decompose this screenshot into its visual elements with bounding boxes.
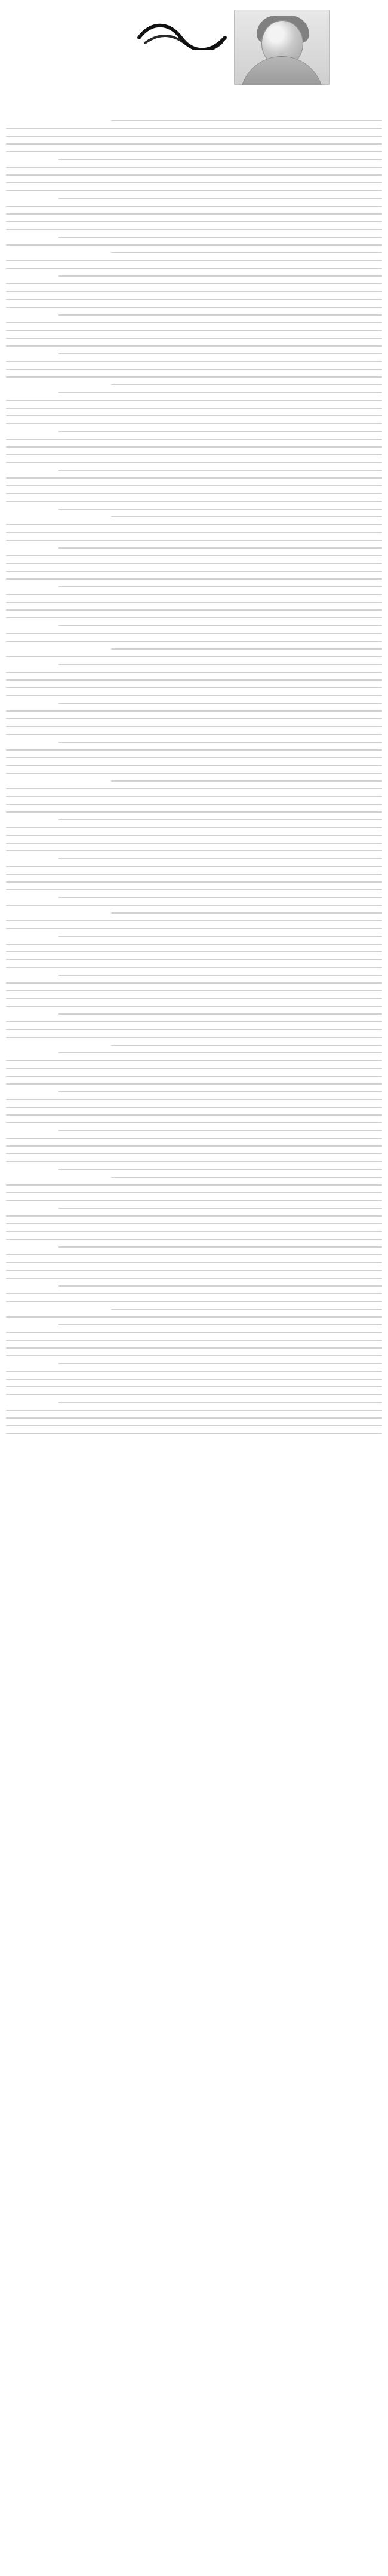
article-header [0,0,388,102]
logo-text [134,55,230,68]
article-title [7,90,381,105]
logo-icon [134,17,230,50]
author-photo [234,10,330,85]
publication-logo [134,6,230,72]
author-photo-shoulders [240,56,324,85]
article-body [6,114,382,2569]
